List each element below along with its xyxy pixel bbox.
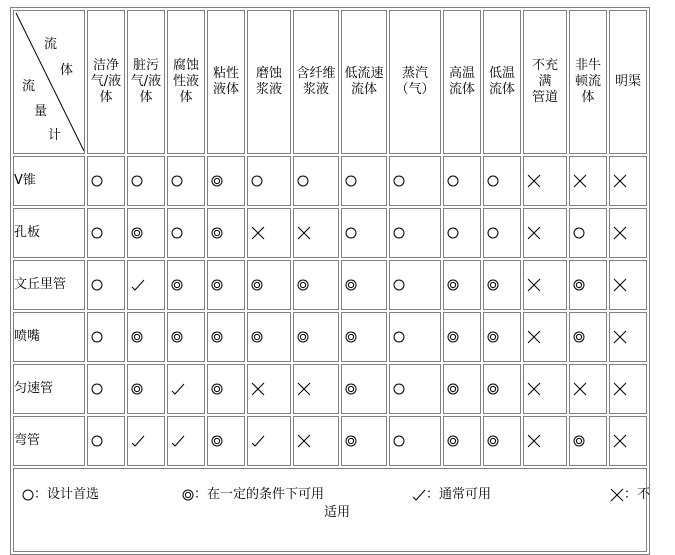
circle-symbol-icon	[91, 331, 103, 343]
circle-symbol-icon	[91, 175, 103, 187]
cross-symbol-icon	[251, 382, 265, 396]
column-header	[293, 10, 339, 154]
column-header	[167, 10, 205, 154]
circle-symbol-icon	[22, 489, 34, 501]
suitability-cell	[569, 208, 607, 258]
suitability-cell	[87, 416, 125, 466]
circle-symbol-icon	[393, 227, 405, 239]
column-header-line: 含纤维	[296, 66, 336, 81]
suitability-cell	[167, 208, 205, 258]
suitability-cell	[293, 208, 339, 258]
circle-symbol-icon	[297, 175, 309, 187]
suitability-cell	[87, 208, 125, 258]
column-header-line: 流体	[488, 82, 515, 97]
legend	[13, 468, 651, 552]
circle-symbol-icon	[345, 175, 357, 187]
column-header-line: 顿流	[574, 74, 601, 89]
column-header-line: 液体	[212, 82, 239, 97]
double-circle-symbol-icon	[171, 279, 183, 291]
suitability-cell	[167, 312, 205, 362]
suitability-cell	[127, 156, 165, 206]
suitability-cell	[167, 364, 205, 414]
legend-item-circle	[22, 487, 99, 503]
double-circle-symbol-icon	[251, 279, 263, 291]
suitability-cell	[247, 312, 291, 362]
cross-symbol-icon	[610, 488, 624, 502]
suitability-cell	[443, 416, 481, 466]
double-circle-symbol-icon	[211, 175, 223, 187]
corner-left-char-3: 计	[48, 128, 62, 143]
circle-symbol-icon	[487, 227, 499, 239]
circle-symbol-icon	[447, 175, 459, 187]
suitability-cell	[87, 364, 125, 414]
legend-double-circle-text: ：在一定的条件下可用	[194, 487, 325, 502]
circle-symbol-icon	[131, 175, 143, 187]
double-circle-symbol-icon	[182, 489, 194, 501]
cross-symbol-icon	[297, 226, 311, 240]
column-header-line: （气）	[395, 82, 435, 97]
double-circle-symbol-icon	[211, 383, 223, 395]
double-circle-symbol-icon	[131, 383, 143, 395]
suitability-cell	[127, 208, 165, 258]
column-header	[523, 10, 567, 154]
suitability-cell	[247, 416, 291, 466]
cross-symbol-icon	[527, 330, 541, 344]
cross-symbol-icon	[527, 226, 541, 240]
table-row	[13, 312, 647, 362]
suitability-cell	[341, 312, 387, 362]
suitability-cell	[483, 260, 521, 310]
suitability-cell	[207, 312, 245, 362]
double-circle-symbol-icon	[447, 383, 459, 395]
suitability-cell	[127, 364, 165, 414]
double-circle-symbol-icon	[345, 331, 357, 343]
cross-symbol-icon	[527, 174, 541, 188]
column-header-line: 体	[179, 90, 193, 105]
suitability-cell	[167, 156, 205, 206]
suitability-cell	[87, 312, 125, 362]
suitability-cell	[609, 260, 647, 310]
suitability-cell	[207, 364, 245, 414]
suitability-cell	[341, 156, 387, 206]
suitability-cell	[483, 416, 521, 466]
cross-symbol-icon	[527, 382, 541, 396]
double-circle-symbol-icon	[345, 279, 357, 291]
suitability-cell	[569, 312, 607, 362]
double-circle-symbol-icon	[131, 331, 143, 343]
suitability-cell	[293, 260, 339, 310]
column-header-line: 明渠	[614, 74, 641, 89]
column-header-line: 蒸汽	[401, 66, 428, 81]
cross-symbol-icon	[613, 174, 627, 188]
suitability-cell	[483, 364, 521, 414]
suitability-cell	[523, 260, 567, 310]
column-header-line: 浆液	[255, 82, 282, 97]
suitability-cell	[569, 416, 607, 466]
column-header-line: 体	[99, 90, 113, 105]
column-header-line: 腐蚀	[172, 58, 199, 73]
table-row	[13, 416, 647, 466]
suitability-cell	[167, 260, 205, 310]
suitability-cell	[247, 156, 291, 206]
column-header-line: 浆液	[302, 82, 329, 97]
suitability-cell	[247, 364, 291, 414]
circle-symbol-icon	[345, 227, 357, 239]
check-symbol-icon	[131, 278, 145, 292]
suitability-cell	[341, 416, 387, 466]
column-header-line: 非牛	[574, 58, 601, 73]
row-label: V锥	[13, 156, 85, 206]
double-circle-symbol-icon	[573, 435, 585, 447]
circle-symbol-icon	[91, 435, 103, 447]
cross-symbol-icon	[297, 382, 311, 396]
suitability-cell	[341, 260, 387, 310]
double-circle-symbol-icon	[211, 279, 223, 291]
suitability-cell	[127, 416, 165, 466]
double-circle-symbol-icon	[487, 383, 499, 395]
cross-symbol-icon	[251, 226, 265, 240]
column-header-line: 流体	[448, 82, 475, 97]
column-header	[483, 10, 521, 154]
row-label: 孔板	[13, 208, 85, 258]
column-header-line: 流体	[350, 82, 377, 97]
suitability-cell	[609, 364, 647, 414]
suitability-cell	[523, 416, 567, 466]
corner-left-char-1: 流	[22, 79, 36, 94]
cross-symbol-icon	[573, 174, 587, 188]
double-circle-symbol-icon	[487, 331, 499, 343]
double-circle-symbol-icon	[487, 435, 499, 447]
column-header-line: 粘性	[212, 66, 239, 81]
suitability-cell	[127, 312, 165, 362]
suitability-cell	[389, 364, 441, 414]
suitability-cell	[207, 260, 245, 310]
cross-symbol-icon	[527, 434, 541, 448]
cross-symbol-icon	[297, 434, 311, 448]
double-circle-symbol-icon	[297, 331, 309, 343]
double-circle-symbol-icon	[345, 435, 357, 447]
suitability-cell	[389, 416, 441, 466]
suitability-cell	[609, 312, 647, 362]
check-symbol-icon	[171, 434, 185, 448]
column-header	[341, 10, 387, 154]
column-header-line: 脏污	[132, 58, 159, 73]
column-header	[443, 10, 481, 154]
column-header	[207, 10, 245, 154]
suitability-cell	[389, 312, 441, 362]
circle-symbol-icon	[91, 279, 103, 291]
double-circle-symbol-icon	[447, 279, 459, 291]
row-label: 匀速管	[13, 364, 85, 414]
check-symbol-icon	[171, 382, 185, 396]
legend-row	[13, 468, 647, 552]
circle-symbol-icon	[171, 175, 183, 187]
suitability-cell	[247, 260, 291, 310]
suitability-cell	[443, 156, 481, 206]
corner-top-char-2: 体	[60, 63, 74, 78]
double-circle-symbol-icon	[251, 331, 263, 343]
column-header-line: 气/液	[130, 74, 162, 89]
circle-symbol-icon	[393, 175, 405, 187]
column-header-line: 管道	[531, 90, 558, 105]
circle-symbol-icon	[251, 175, 263, 187]
cross-symbol-icon	[613, 382, 627, 396]
double-circle-symbol-icon	[487, 279, 499, 291]
suitability-cell	[569, 260, 607, 310]
suitability-cell	[207, 156, 245, 206]
legend-circle-text: ：设计首选	[34, 487, 100, 502]
cross-symbol-icon	[573, 382, 587, 396]
legend-cross-text-wrap: 适用	[324, 505, 351, 520]
suitability-cell	[523, 364, 567, 414]
suitability-cell	[483, 156, 521, 206]
suitability-cell	[483, 208, 521, 258]
row-label: 文丘里管	[13, 260, 85, 310]
double-circle-symbol-icon	[211, 331, 223, 343]
corner-diagonal-header	[13, 10, 85, 154]
suitability-cell	[523, 312, 567, 362]
suitability-cell	[247, 208, 291, 258]
table-row	[13, 208, 647, 258]
legend-item-cross	[610, 487, 650, 503]
column-header	[87, 10, 125, 154]
double-circle-symbol-icon	[447, 331, 459, 343]
circle-symbol-icon	[393, 331, 405, 343]
suitability-cell	[389, 156, 441, 206]
suitability-cell	[207, 416, 245, 466]
table-row	[13, 364, 647, 414]
corner-top-char-1: 流	[44, 37, 58, 52]
circle-symbol-icon	[393, 279, 405, 291]
suitability-cell	[569, 156, 607, 206]
column-header	[247, 10, 291, 154]
circle-symbol-icon	[447, 227, 459, 239]
legend-item-double-circle	[182, 487, 324, 503]
corner-left-char-2: 量	[34, 104, 48, 119]
suitability-cell	[609, 208, 647, 258]
suitability-cell	[569, 364, 607, 414]
circle-symbol-icon	[393, 383, 405, 395]
cross-symbol-icon	[613, 330, 627, 344]
column-header-line: 低流速	[344, 66, 384, 81]
column-header-line: 体	[581, 90, 595, 105]
double-circle-symbol-icon	[297, 279, 309, 291]
check-symbol-icon	[412, 488, 426, 502]
column-header-line: 低温	[488, 66, 515, 81]
cross-symbol-icon	[613, 226, 627, 240]
column-header	[609, 10, 647, 154]
suitability-cell	[389, 260, 441, 310]
double-circle-symbol-icon	[573, 279, 585, 291]
suitability-cell	[443, 208, 481, 258]
circle-symbol-icon	[393, 435, 405, 447]
legend-check-text: ：通常可用	[426, 487, 492, 502]
suitability-cell	[389, 208, 441, 258]
double-circle-symbol-icon	[211, 227, 223, 239]
suitability-cell	[609, 416, 647, 466]
suitability-cell	[443, 312, 481, 362]
suitability-cell	[523, 208, 567, 258]
check-symbol-icon	[251, 434, 265, 448]
suitability-cell	[341, 208, 387, 258]
suitability-cell	[293, 364, 339, 414]
column-header	[127, 10, 165, 154]
circle-symbol-icon	[171, 227, 183, 239]
column-header-line: 高温	[448, 66, 475, 81]
column-header-line: 磨蚀	[255, 66, 282, 81]
suitability-cell	[293, 156, 339, 206]
suitability-cell	[87, 156, 125, 206]
cross-symbol-icon	[613, 278, 627, 292]
column-header-line: 体	[139, 90, 153, 105]
column-header-line: 性液	[172, 74, 199, 89]
row-label: 喷嘴	[13, 312, 85, 362]
suitability-cell	[483, 312, 521, 362]
cross-symbol-icon	[527, 278, 541, 292]
column-header	[569, 10, 607, 154]
column-header-line: 洁净	[92, 58, 119, 73]
suitability-cell	[341, 364, 387, 414]
circle-symbol-icon	[91, 383, 103, 395]
row-label: 弯管	[13, 416, 85, 466]
double-circle-symbol-icon	[573, 331, 585, 343]
column-header-line: 气/液	[90, 74, 122, 89]
suitability-cell	[609, 156, 647, 206]
suitability-cell	[443, 364, 481, 414]
suitability-cell	[207, 208, 245, 258]
column-header-line: 不充满	[531, 58, 558, 89]
flowmeter-suitability-table	[10, 7, 650, 555]
double-circle-symbol-icon	[345, 383, 357, 395]
double-circle-symbol-icon	[211, 435, 223, 447]
circle-symbol-icon	[91, 227, 103, 239]
header-row	[13, 10, 647, 154]
suitability-cell	[443, 260, 481, 310]
legend-item-check	[412, 487, 491, 503]
column-header	[389, 10, 441, 154]
check-symbol-icon	[131, 434, 145, 448]
suitability-cell	[293, 416, 339, 466]
suitability-cell	[523, 156, 567, 206]
suitability-cell	[167, 416, 205, 466]
legend-cross-text: ：不	[624, 487, 651, 502]
table-row	[13, 260, 647, 310]
cross-symbol-icon	[613, 434, 627, 448]
suitability-cell	[87, 260, 125, 310]
double-circle-symbol-icon	[131, 227, 143, 239]
table-row	[13, 156, 647, 206]
suitability-cell	[293, 312, 339, 362]
double-circle-symbol-icon	[447, 435, 459, 447]
double-circle-symbol-icon	[171, 331, 183, 343]
circle-symbol-icon	[487, 175, 499, 187]
circle-symbol-icon	[573, 227, 585, 239]
suitability-cell	[127, 260, 165, 310]
